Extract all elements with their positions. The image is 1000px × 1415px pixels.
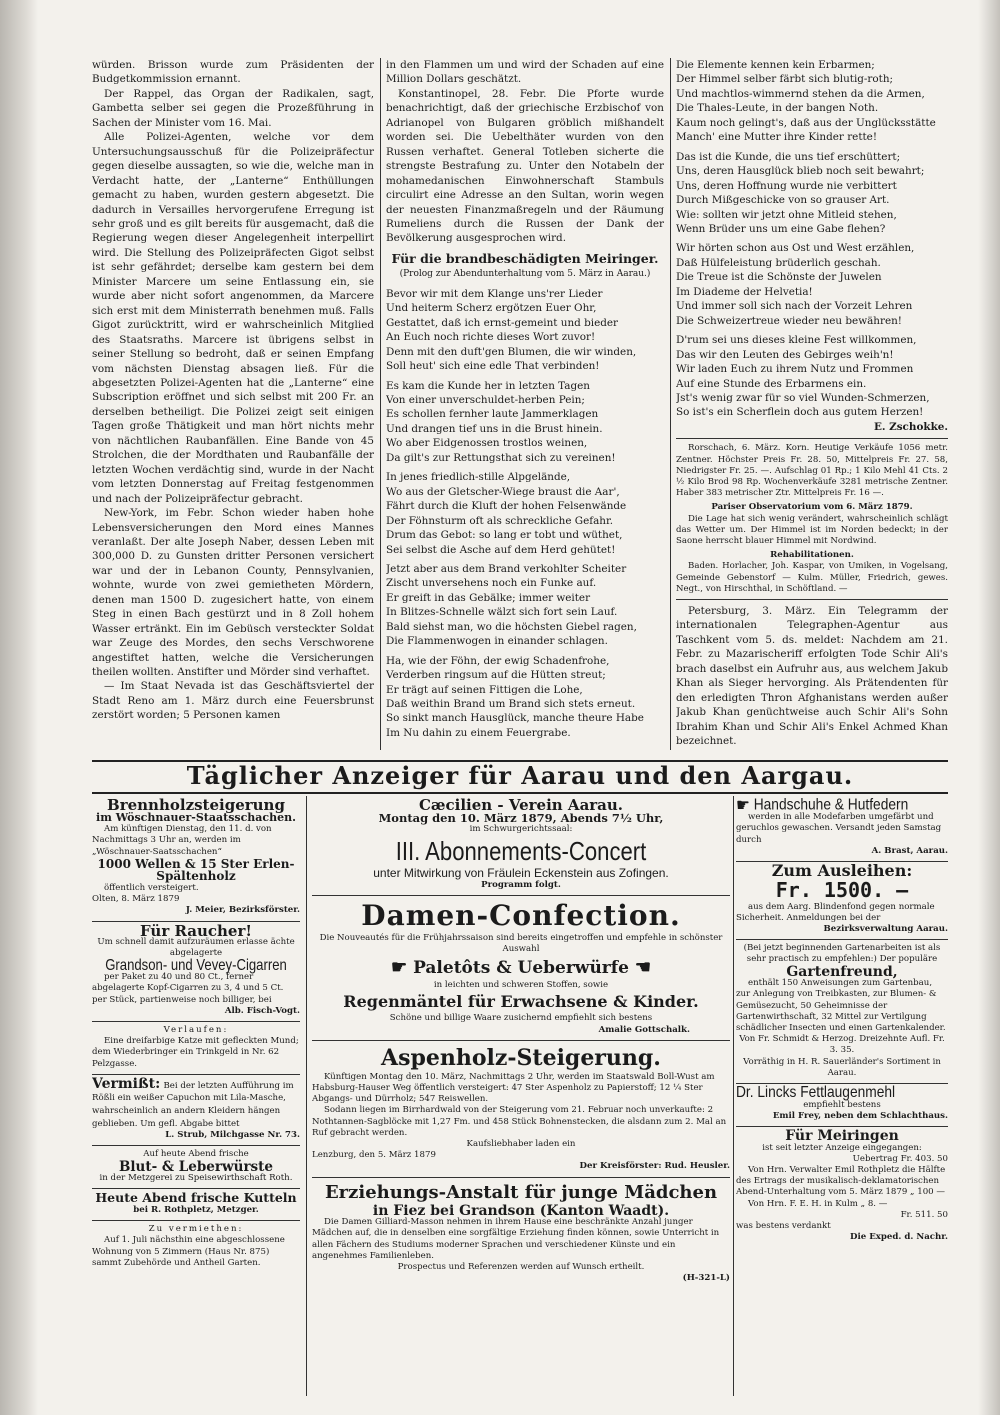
observatory-text: Die Lage hat sich wenig verändert, wahrscheinlich schlägt das Wetter um. Der Himmel ist im Norden bedeckt; in der Saone herrscht blauer Himmel mit Nordwind. xyxy=(676,513,948,546)
poem-line: Die Flammenwogen in einander schlagen. xyxy=(386,635,608,648)
ad-title: Für Raucher! xyxy=(140,921,252,940)
poem-line: Das ist die Kunde, die uns tief erschüttert; xyxy=(676,150,901,163)
ad-fettlaugenmehl xyxy=(736,1084,948,1127)
market-report: Rorschach, 6. März. Korn. Heutige Verkäufe 1056 metr. Zentner. Höchster Preis Fr. 28. 50, Mittelpreis Fr. 27. 58, Niedrigster Fr. 25. —. Aufschlag 01 Rp.; 1 Kilo Mehl 41 Cts. 2 ½ Kilo Brod 98 Rp. Wochenverkäufe 3281 metrische Zentner. Haber 383 metrischer Ztr. Mittelpreis Fr. 16 —. xyxy=(676,443,948,499)
ad-code: (H-321-L) xyxy=(682,1273,730,1284)
poem-stanza xyxy=(386,379,664,466)
ad-highlight: Regenmäntel für Erwachsene & Kinder. xyxy=(343,992,699,1012)
poem-line: Von einer unverschuldet-herben Pein; xyxy=(386,393,585,406)
poem-line: Wir hörten schon aus Ost und West erzählen, xyxy=(676,242,915,255)
poem-line: Wir laden Euch zu ihrem Nutz und Frommen xyxy=(676,363,914,376)
poem-line: Soll heut' sich eine edle That verbinden! xyxy=(386,360,600,373)
pointing-hand-icon: ☛ xyxy=(736,796,750,815)
ad-title: Damen-Confection. xyxy=(361,899,681,933)
ad-text: was bestens verdankt xyxy=(736,1220,831,1231)
ad-aspenholz xyxy=(312,1041,730,1178)
rehabilitation-text: Baden. Horlacher, Joh. Kaspar, von Umiken, in Vogelsang, Gemeinde Gebenstorf — Kulm. Müller, Friedrich, gewes. Negt., von Hirschthal, in Schöftland. — xyxy=(676,561,948,594)
poem-stanza xyxy=(386,654,664,741)
poem-stanza xyxy=(676,150,948,237)
poem-line: Durch Mißgeschicke von so grauser Art. xyxy=(676,194,890,207)
poem xyxy=(386,287,664,741)
poem-line: So sinkt manch Hausglück, manche theure Habe xyxy=(386,712,644,725)
ad-text: Die Damen Gilliard-Masson nehmen in ihrem Hause eine beschränkte Anzahl junger Mädchen auf, die in denselben eine sorgfältige Erziehung finden können, sowie Unterricht in allen Fächern des Studiums moderner Sprachen und verschiedener Künste und ein angenehmes Familienleben. xyxy=(312,1217,720,1261)
concert-headline: III. Abonnements-Concert xyxy=(395,836,647,867)
poem-line: Da gilt's zur Rettungsthat sich zu vereinen! xyxy=(386,451,616,464)
article-text: in den Flammen um und wird der Schaden auf eine Million Dollars geschätzt. xyxy=(386,59,664,86)
poem-line: Er trägt auf seinen Fittigen die Lohe, xyxy=(386,683,583,696)
ad-signature: Der Kreisförster: Rud. Heusler. xyxy=(579,1161,730,1172)
poem-stanza xyxy=(676,333,948,420)
rehabilitation-heading: Rehabilitationen. xyxy=(770,550,854,561)
ad-text: unter Mitwirkung von Fräulein Eckenstein aus Zofingen. xyxy=(373,866,669,881)
ad-text: Auf heute Abend frische xyxy=(143,1149,249,1160)
poem-line: Es schollen fernher laute Jammerklagen xyxy=(386,408,599,421)
column-divider xyxy=(380,58,381,750)
ad-text: Programm folgt. xyxy=(481,879,561,890)
ad-title: Vermißt: xyxy=(92,1075,161,1092)
article-text: Alle Polizei-Agenten, welche vor dem Untersuchungsausschuß für die Polizeipräfectur gegen dieselbe aussagten, so wie die, welche man in Verdacht hatte, der „Lanterne“ Enthüllungen gemacht zu haben, wurden gestern abgesetzt. Die dadurch in Versailles hervorgerufene Erregung ist sehr groß und es gilt bereits für ausgemacht, daß die Regierung wegen dieser Angelegenheit interpellirt wird. Die Stellung des Polizeipräfecten Gigot selbst ist sehr gefährdet; derselbe kam gestern bei dem Minister Marcere um seine Entlassung ein, sie wurde aber nicht sofort angenommen, da Marcere sich erst mit dem Ministerrath benehmen muß. Falls Gigot zurücktritt, wird er wahrscheinlich Mitglied des Staatsraths. Marcere ist übrigens selbst in seiner Stellung so bedroht, daß er seinen Empfang vom nächsten Dienstag absagen ließ. Für die abgesetzten Polizei-Agenten hat die „Lanterne“ eine Subscription eröffnet und sich selbst mit 200 Fr. an derselben betheiligt. Die Polizei zeigt seit einigen Tagen große Thätigkeit und man hört nichts mehr von nächtlichen Raubanfällen. Eine Bande von 45 Strolchen, die der Mordthaten und Raubanfälle der letzten Wochen verdächtig sind, wurde in der Nacht vom letzten Donnerstag auf Freitag festgenommen und nach der Polizeipräfectur gebracht. xyxy=(92,131,374,505)
page-edge-shadow xyxy=(978,0,1000,1415)
ad-vermiethen xyxy=(92,1221,300,1273)
ad-text: aus dem Aarg. Blindenfond gegen normale Sicherheit. Anmeldungen bei der xyxy=(736,901,935,923)
ad-total: Fr. 511. 50 xyxy=(900,1209,948,1220)
poem-line: Verderben ringsum auf die Hütten streut; xyxy=(386,669,606,682)
poem-line: Sei selbst die Asche auf dem Herd gehütet! xyxy=(386,543,616,556)
ad-signature: J. Meier, Bezirksförster. xyxy=(185,905,300,916)
poem-line: Die Treue ist die Schönste der Juwelen xyxy=(676,271,882,284)
ad-title: Zu vermiethen: xyxy=(148,1224,244,1235)
ad-signature: A. Brast, Aarau. xyxy=(871,845,948,856)
column-divider xyxy=(670,58,671,750)
ad-text: Auf 1. Juli nächsthin eine abgeschlossene Wohnung von 5 Zimmern (Haus Nr. 875) sammt Zubehörde und Antheil Garten. xyxy=(92,1235,285,1268)
ad-text: Bei der letzten Aufführung im Rößli ein weißer Capuchon mit Lila-Masche, wahrscheinlich an andern Kleidern hängen geblieben. Um gefl. Abgabe bittet xyxy=(92,1080,294,1129)
ad-signature: Die Exped. d. Nachr. xyxy=(850,1232,948,1243)
ad-title: Aspenholz-Steigerung. xyxy=(381,1044,661,1071)
poem-stanza xyxy=(676,241,948,328)
poem-line: Wo aber Eidgenossen trostlos weinen, xyxy=(386,437,588,450)
poem-line: Daß weithin Brand um Brand sich stets erneut. xyxy=(386,698,636,711)
poem-line: So ist's ein Scherflein doch aus gutem Herzen! xyxy=(676,406,924,419)
ad-vermisst xyxy=(92,1075,300,1147)
poem-line: Ha, wie der Föhn, der ewig Schadenfrohe, xyxy=(386,654,610,667)
ad-line: Von Hrn. F. E. H. in Kulm „ 8. — xyxy=(748,1198,888,1209)
ad-erziehungsanstalt xyxy=(312,1178,730,1289)
ad-verlaufen xyxy=(92,1022,300,1075)
ads-column-left xyxy=(92,796,300,1396)
news-column-2 xyxy=(386,58,664,750)
poem-line: Es kam die Kunde her in letzten Tagen xyxy=(386,379,590,392)
poem-line: Und drangen tief uns in die Brust hinein. xyxy=(386,422,603,435)
poem-line: Die Schweizertreue wieder neu bewähren! xyxy=(676,314,902,327)
ad-brennholz xyxy=(92,796,300,922)
poem-line: In jenes friedlich-stille Alpgelände, xyxy=(386,471,571,484)
article-text: — Im Staat Nevada ist das Geschäftsviertel der Stadt Reno am 1. März durch eine Feuersbrunst zerstört worden; 5 Personen kamen xyxy=(92,680,374,722)
ad-text: empfiehlt bestens xyxy=(803,1099,881,1110)
poem-line: Bevor wir mit dem Klange uns'rer Lieder xyxy=(386,287,603,300)
poem-line: Der Himmel selber färbt sich blutig-roth; xyxy=(676,73,894,86)
ad-caecilien xyxy=(312,796,730,896)
poem-line: Und heiterm Scherz ergötzen Euer Ohr, xyxy=(386,302,597,315)
ad-title xyxy=(736,796,918,815)
ad-title: Erziehungs-Anstalt für junge Mädchen xyxy=(324,1181,718,1203)
poem-line: Zischt unversehens noch ein Funke auf. xyxy=(386,577,597,590)
ad-text: Prospectus und Referenzen werden auf Wunsch ertheilt. xyxy=(397,1261,645,1272)
ad-title: Blut- & Leberwürste xyxy=(119,1158,273,1175)
ad-kutteln xyxy=(92,1189,300,1221)
poem-line: Daß Hülfeleistung brüderlich geschah. xyxy=(676,256,881,269)
news-column-3 xyxy=(676,58,948,750)
ad-signature: Emil Frey, neben dem Schlachthaus. xyxy=(772,1110,948,1121)
article-text: Der Rappel, das Organ der Radikalen, sagt, Gambetta selber sei gegen die Prozeßführung in Sachen der Minister vom 16. Mai. xyxy=(92,87,374,129)
ad-highlight xyxy=(312,956,730,981)
ad-text: in der Metzgerei zu Speisewirthschaft Roth. xyxy=(99,1173,293,1184)
ad-meiringen xyxy=(736,1127,948,1247)
ad-date: Olten, 8. März 1879 xyxy=(92,894,180,905)
ad-title: Dr. Lincks Fettlaugenmehl xyxy=(736,1083,896,1101)
poem-line: Fährt durch die Kluft der hohen Felsenwände xyxy=(386,500,627,513)
ad-signature: L. Strub, Milchgasse Nr. 73. xyxy=(165,1130,300,1141)
ad-title: Cæcilien - Verein Aarau. xyxy=(418,796,624,814)
news-column-1 xyxy=(92,58,374,750)
ad-highlight: Grandson- und Vevey-Cigarren xyxy=(105,956,287,974)
ad-ausleihen xyxy=(736,862,948,940)
ad-text: in leichten und schweren Stoffen, sowie xyxy=(433,980,609,991)
poem-stanza xyxy=(386,287,664,374)
ad-text: Von Fr. Schmidt & Herzog. Dreizehnte Aufl. Fr. 3. 35. xyxy=(739,1034,945,1056)
poem-line: Gestattet, daß ich ernst-gemeint und bieder xyxy=(386,316,619,329)
ad-title: Zum Ausleihen: xyxy=(771,860,913,880)
ad-title: Für Meiringen xyxy=(785,1127,899,1144)
poem-title: Für die brandbeschädigten Meiringer. xyxy=(391,250,659,266)
ad-title: Brennholzsteigerung xyxy=(107,796,285,814)
ad-text: per Paket zu 40 und 80 Ct., ferner abgelagerte Kopf-Cigarren zu 3, 4 und 5 Ct. per Stück, partienweise noch billiger, bei xyxy=(92,972,284,1005)
poem-stanza xyxy=(386,562,664,649)
ad-highlight-text: Paletôts & Ueberwürfe xyxy=(413,957,629,978)
ad-signature: bei R. Rothpletz, Metzger. xyxy=(133,1204,259,1215)
observatory-heading: Pariser Observatorium vom 6. März 1879. xyxy=(711,502,913,513)
ad-handschuhe xyxy=(736,796,948,862)
ad-text: werden in alle Modefarben umgefärbt und geruchlos gewaschen. Versandt jeden Samstag durch xyxy=(736,812,942,845)
poem-line: Im Nu dahin zu einem Feuergrabe. xyxy=(386,726,571,739)
ad-text: Künftigen Montag den 10. März, Nachmittags 2 Uhr, werden im Staatswald Boll-Wust am Habsburg-Hauser Weg öffentlich versteigert: 47 Ster Aspenholz zu Papierstoff; 12 ¼ Ster Abgangs- und Dürrholz; 547 Reiswellen. xyxy=(312,1071,715,1105)
pointing-hand-icon: ☛ xyxy=(391,957,408,979)
ad-text: Eine dreifarbige Katze mit gefleckten Mund; dem Wiederbringer ein Trinkgeld in Nr. 62 Pelzgasse. xyxy=(92,1036,299,1069)
poem-line: Die Elemente kennen kein Erbarmen; xyxy=(676,59,875,71)
ad-subtitle: in Fiez bei Grandson (Kanton Waadt). xyxy=(372,1202,670,1219)
poem-line: Und machtlos-wimmernd stehen da die Armen, xyxy=(676,87,925,100)
article-text: Konstantinopel, 28. Febr. Die Pforte wurde benachrichtigt, daß der griechische Erzbischof von Adrianopel von Bulgaren gröblich mißhandelt worden sei. Die Uebelthäter wurden von den Russen verhaftet. General Totleben sicherte die strengste Bestrafung zu. Unter den Notabeln der mohamedanischen Einwohnerschaft Stambuls circulirt eine Adresse an den Sultan, worin wegen der neuesten Finanzmaßregeln und der Räumung Rumeliens durch die Russen der Dank der Bevölkerung ausgesprochen wird. xyxy=(386,87,664,245)
ad-title: Gartenfreund, xyxy=(786,963,898,980)
poem-line: Auf eine Stunde des Erbarmens ein. xyxy=(676,377,867,390)
poem-line: Der Föhnsturm oft als schreckliche Gefahr. xyxy=(386,514,614,527)
poem-line: Wie: sollten wir jetzt ohne Mitleid stehen, xyxy=(676,208,897,221)
ad-text: Um schnell damit aufzuräumen erlasse ächte abgelagerte xyxy=(97,937,295,959)
poem-line: Denn mit den duft'gen Blumen, die wir winden, xyxy=(386,345,637,358)
poem-line: Drum das Gebot: so lang er tobt und wüthet, xyxy=(386,529,623,542)
ads-column-center xyxy=(312,796,730,1396)
divider xyxy=(676,438,948,439)
ad-text: im Schwurgerichtssaal: xyxy=(469,824,573,835)
ad-signature: Alb. Fisch-Vogt. xyxy=(224,1005,300,1016)
poem-line: Das wir den Leuten des Gebirges weih'n! xyxy=(676,348,894,361)
poem-line: Jst's wenig zwar für so viel Wunden-Schmerzen, xyxy=(676,391,930,404)
ad-text: Die Nouveautés für die Frühjahrssaison sind bereits eingetroffen und empfehle in schönster Auswahl xyxy=(319,933,723,955)
ad-signature: Amalie Gottschalk. xyxy=(598,1024,690,1035)
poem-line: Bald siehst man, wo die höchsten Giebel ragen, xyxy=(386,620,637,633)
ad-signature: Bezirksverwaltung Aarau. xyxy=(823,923,948,934)
ad-gartenfreund xyxy=(736,940,948,1084)
ad-text: Am künftigen Dienstag, den 11. d. von Nachmittags 3 Uhr an, werden im „Wöschnauer-Saatsschachen“ xyxy=(92,824,272,857)
poem-stanza xyxy=(676,58,948,145)
ad-text: Sodann liegen im Birrhardwald von der Steigerung vom 21. Februar noch unverkaufte: 2 Nothtannen-Sagblöcke mit 1,27 Fm. und 458 Stück Bohnenstecken, die alsdann zum 2. Mal an Ruf gebracht werden. xyxy=(312,1105,727,1138)
ad-title: Verlaufen: xyxy=(163,1025,229,1035)
poem-author: E. Zschokke. xyxy=(873,420,948,433)
poem-line: Im Diademe der Helvetia! xyxy=(676,285,813,298)
poem-line: Die Thales-Leute, in der bangen Noth. xyxy=(676,102,879,115)
page-gutter-shadow xyxy=(0,0,38,1415)
ad-text: Kaufsliebhaber laden ein xyxy=(466,1138,576,1149)
ad-date: Montag den 10. März 1879, Abends 7½ Uhr, xyxy=(378,810,664,825)
poem-continued xyxy=(676,58,948,420)
poem-line: Uns, deren Hausglück blieb noch seit bewahrt; xyxy=(676,165,925,178)
poem-line: Jetzt aber aus dem Brand verkohlter Scheiter xyxy=(386,562,627,575)
ad-text: ist seit letzter Anzeige eingegangen: xyxy=(762,1142,922,1153)
ad-highlight: 1000 Wellen & 15 Ster Erlen-Spältenholz xyxy=(97,856,295,884)
poem-line: An Euch noch richte dieses Wort zuvor! xyxy=(386,331,596,344)
poem-line: In Blitzes-Schnelle wälzt sich fort sein Lauf. xyxy=(386,606,618,619)
poem-line: Wo aus der Gletscher-Wiege braust die Aar', xyxy=(386,485,620,498)
ad-date: Lenzburg, den 5. März 1879 xyxy=(312,1150,436,1161)
poem-line: Wenn Brüder uns um eine Gabe flehen? xyxy=(676,222,886,235)
pointing-hand-icon: ☚ xyxy=(634,957,651,979)
ad-damen-confection xyxy=(312,896,730,1041)
ad-title: Heute Abend frische Kutteln xyxy=(95,1190,297,1206)
column-divider xyxy=(733,796,734,1396)
poem-line: D'rum sei uns dieses kleine Fest willkommen, xyxy=(676,334,917,347)
article-text: würden. Brisson wurde zum Präsidenten der Budgetkommission ernannt. xyxy=(92,59,374,86)
ad-text: enthält 150 Anweisungen zum Gartenbau, zur Anlegung von Treibkasten, zur Blumen- & Gemüsezucht, 50 Geheimnisse der Gartenwirthschaft, 32 Mittel zur Vertilgung schädlicher Insecten und einen Gartenkalender. xyxy=(736,978,946,1033)
poem-stanza xyxy=(386,470,664,557)
ad-title-text: Handschuhe & Hutfedern xyxy=(753,796,909,814)
poem-subtitle: (Prolog zur Abendunterhaltung vom 5. März in Aarau.) xyxy=(399,269,651,280)
divider xyxy=(676,599,948,600)
poem-line: Manch' eine Mutter ihre Kinder rette! xyxy=(676,131,877,144)
ads-column-right xyxy=(736,796,948,1396)
ad-text: Vorräthig in H. R. Sauerländer's Sortiment in Aarau. xyxy=(743,1056,941,1078)
poem-line: Kaum noch gelingt's, daß aus der Unglücksstätte xyxy=(676,116,936,129)
column-divider xyxy=(306,796,307,1396)
ad-blutwurst xyxy=(92,1146,300,1189)
ad-text: Schöne und billige Waare zusichernd empfiehlt sich bestens xyxy=(389,1013,653,1024)
ad-line: Uebertrag Fr. 403. 50 xyxy=(852,1153,948,1164)
ad-line: Von Hrn. Verwalter Emil Rothpletz die Hälfte des Ertrags der musikalisch-deklamatorischen Abend-Unterhaltung vom 5. März 1879 „ 100 — xyxy=(736,1164,946,1198)
poem-line: Uns, deren Hoffnung wurde nie verbittert xyxy=(676,179,897,192)
ad-raucher xyxy=(92,922,300,1022)
ad-amount: Fr. 1500. — xyxy=(775,877,909,902)
ad-text: öffentlich versteigert. xyxy=(104,882,199,893)
advertiser-masthead: Täglicher Anzeiger für Aarau und den Aargau. xyxy=(92,760,948,794)
article-text: Petersburg, 3. März. Ein Telegramm der internationalen Telegraphen-Agentur aus Taschkent vom 5. ds. meldet: Nachdem am 21. Febr. zu Mazarischeriff erfolgten Tode Schir Ali's brach daselbst ein Aufruhr aus, aus welchem Jakub Khan als Sieger hervorging. Als Prätendenten für den erledigten Thron Afghanistans werden außer Jakub Khan genüchtweise auch Schir Ali's Sohn Ibrahim Khan und Schir Ali's Enkel Achmed Khan bezeichnet. xyxy=(676,604,948,748)
poem-line: Und immer soll sich nach der Vorzeit Lehren xyxy=(676,300,913,313)
ad-subtitle: im Wöschnauer-Staatsschachen. xyxy=(96,810,296,824)
article-text: New-York, im Febr. Schon wieder haben hohe Lebensversicherungen den Mord eines Mannes veranlaßt. Der alte Joseph Naber, dessen Leben mit 300,000 D. zu Gunsten dritter Personen versichert war und der in Lebanon County, Pennsylvanien, wohnte, wurde von zwei gemietheten Mördern, denen man 1500 D. zugesichert hatte, von einem Steg in einen Bach gestürzt und in 8 Zoll hohem Wasser ertränkt. Ein im Gebüsch versteckter Soldat war Zeuge des Mordes, den sechs Verschworene angestiftet hatten, welche die Versicherungen theilen wollten. Anstifter und Mörder sind verhaftet. xyxy=(92,507,374,679)
poem-line: Er greift in das Gebälke; immer weiter xyxy=(386,591,591,604)
ad-text: (Bei jetzt beginnenden Gartenarbeiten ist als sehr practisch zu empfehlen:) Der populäre xyxy=(743,943,941,965)
